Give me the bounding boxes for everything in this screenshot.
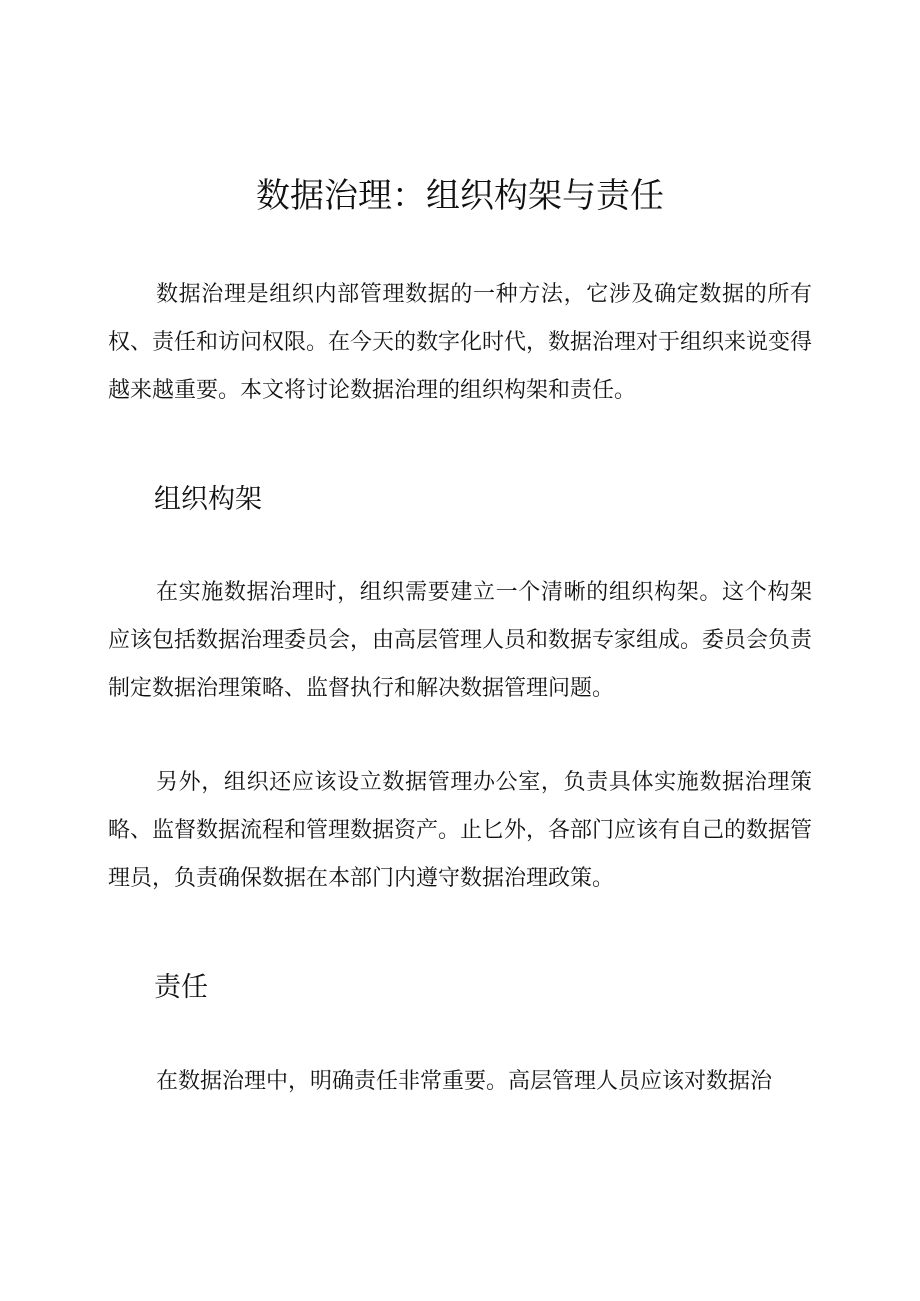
organization-paragraph-1: 在实施数据治理时，组织需要建立一个清晰的组织构架。这个构架应该包括数据治理委员会，由高层管理人员和数据专家组成。委员会负责制定数据治理策略、监督执行和解决数据管理问题。: [108, 580, 813, 701]
intro-paragraph: 数据治理是组织内部管理数据的一种方法，它涉及确定数据的所有权、责任和访问权限。在今天的数字化时代，数据治理对于组织来说变得越来越重要。本文将讨论数据治理的组织构架和责任。: [108, 282, 813, 403]
organization-paragraph-2: 另外，组织还应该设立数据管理办公室，负责具体实施数据治理策略、监督数据流程和管理数据资产。止匕外，各部门应该有自己的数据管理员，负责确保数据在本部门内遵守数据治理政策。: [108, 770, 813, 891]
section-heading-organization: 组织构架: [154, 484, 262, 515]
section-heading-responsibility: 责任: [154, 972, 208, 1003]
responsibility-paragraph-1: 在数据治理中，明确责任非常重要。高层管理人员应该对数据治: [156, 1069, 773, 1094]
document-title: 数据治理：组织构架与责任: [256, 176, 664, 216]
